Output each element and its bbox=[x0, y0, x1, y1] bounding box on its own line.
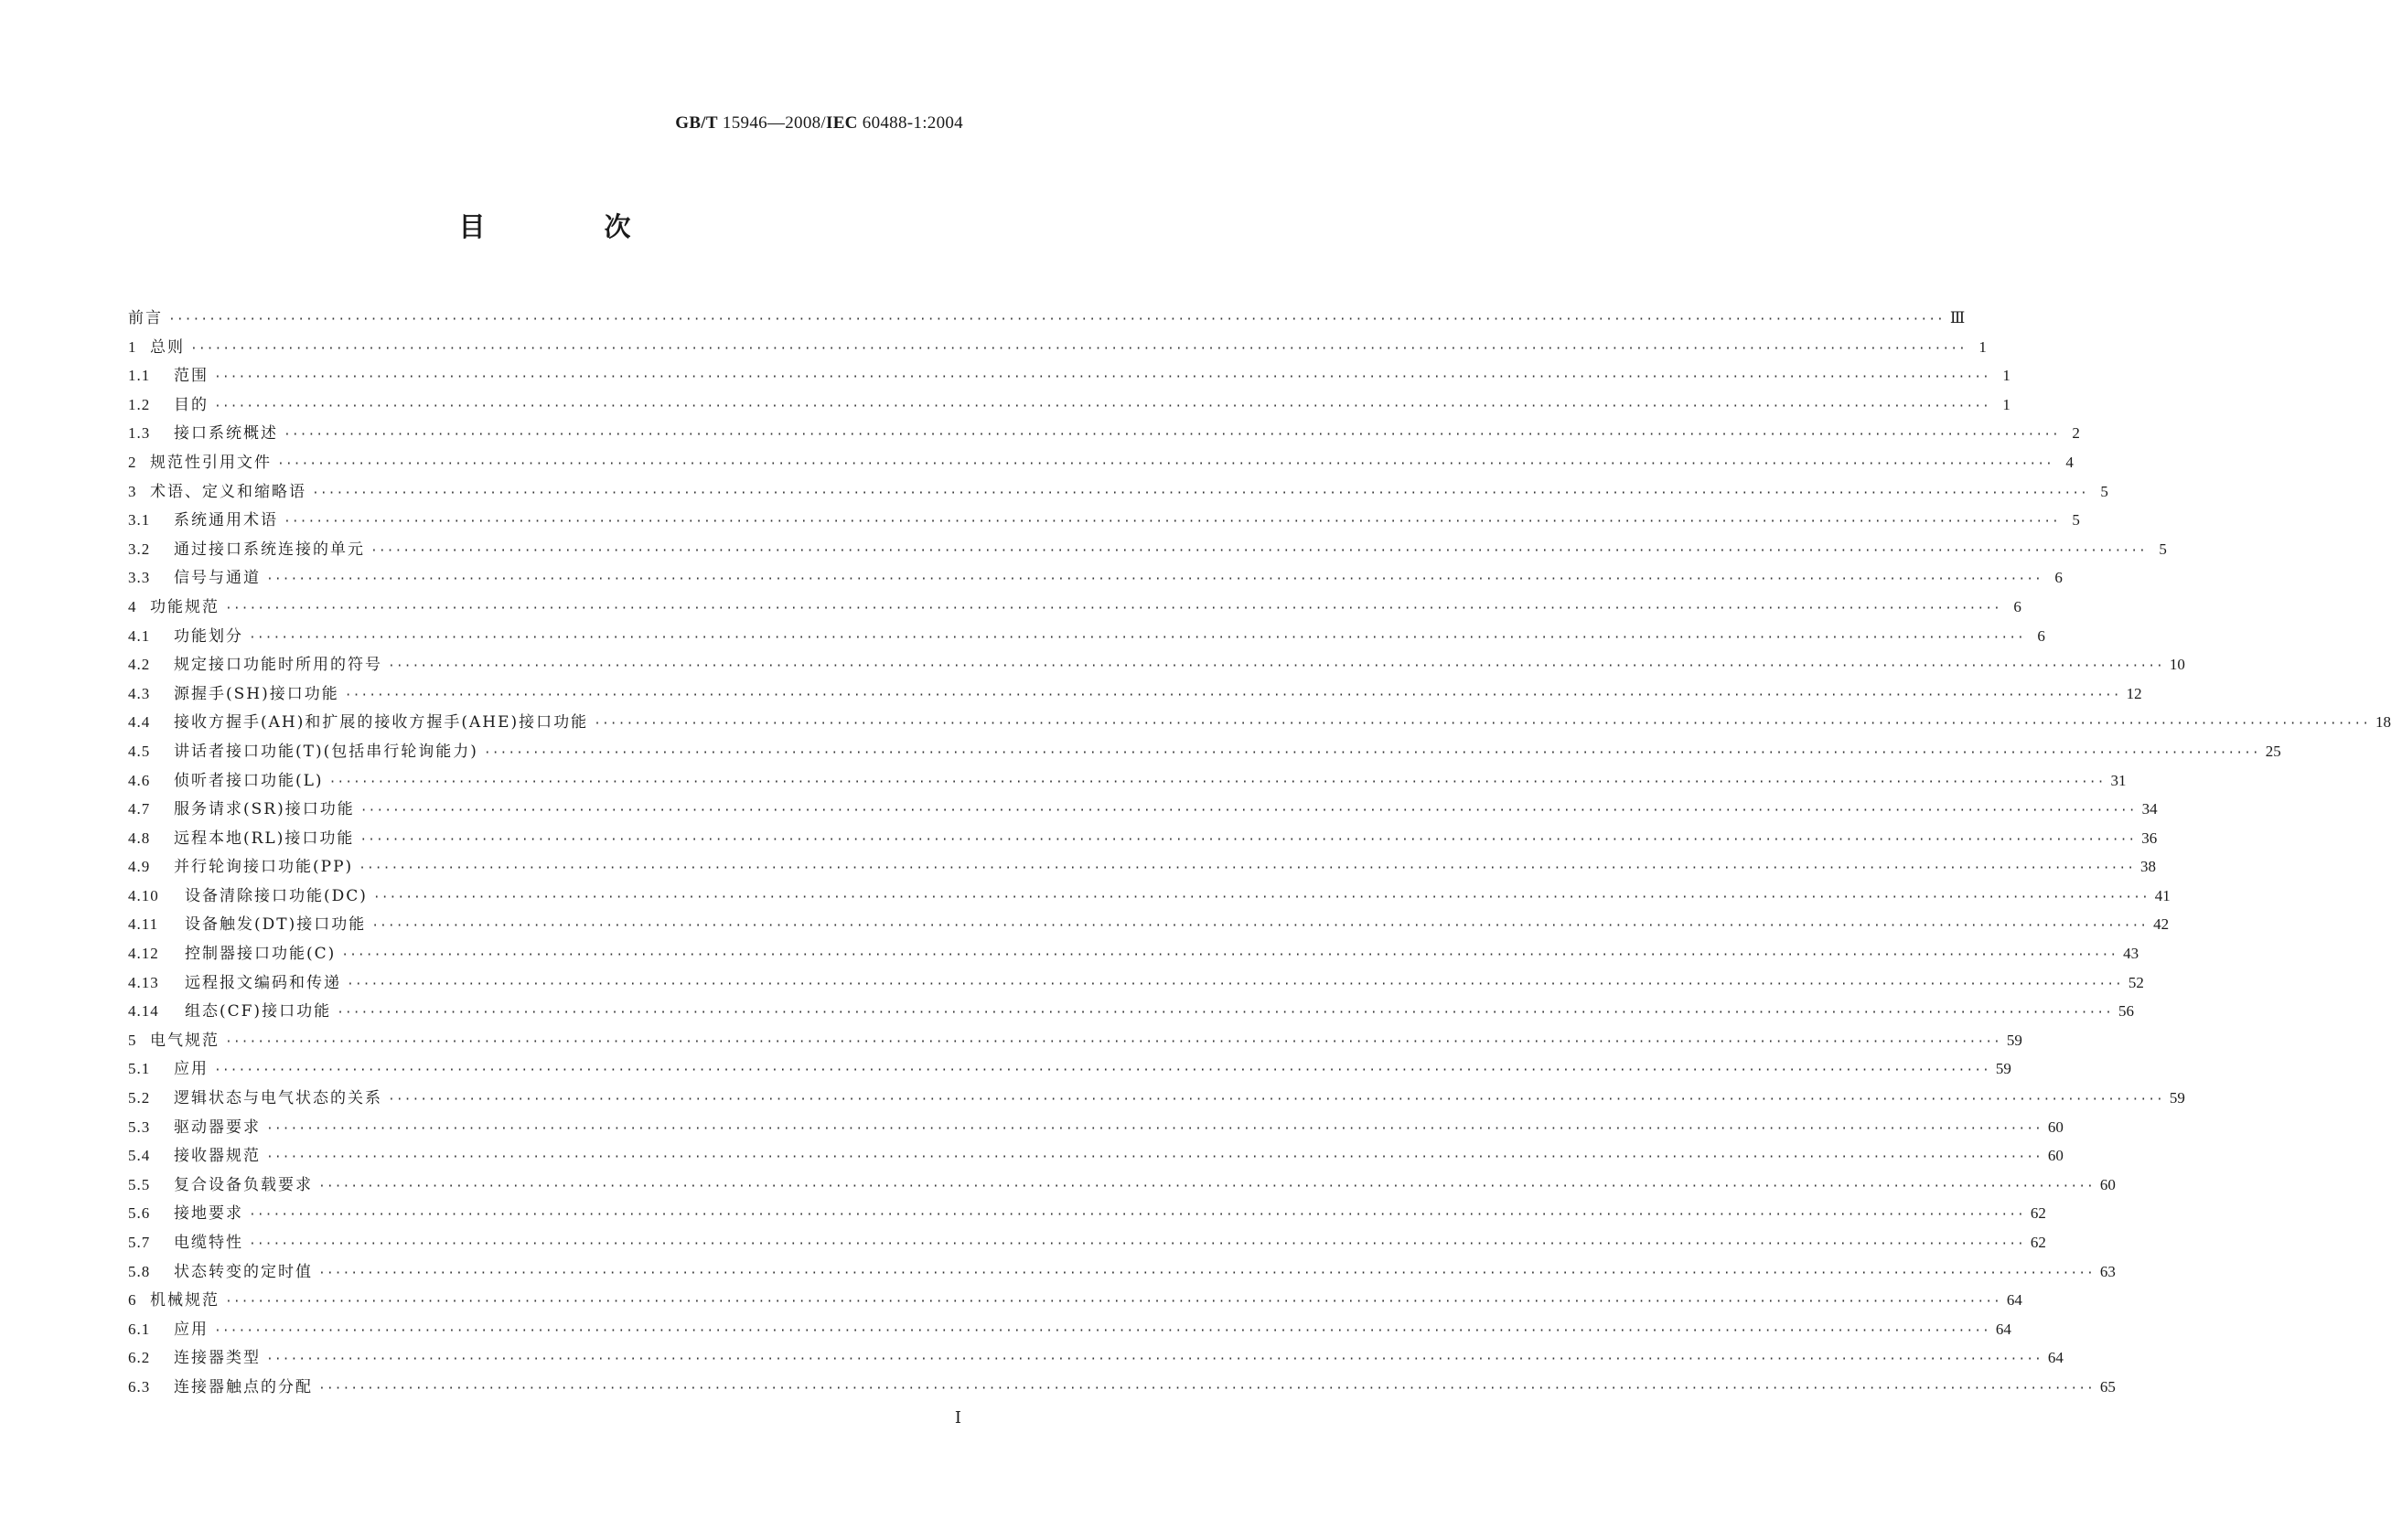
toc-entry[interactable] bbox=[128, 910, 2170, 939]
toc-entry-title: 连接器类型 bbox=[174, 1349, 261, 1368]
toc-entry[interactable] bbox=[128, 1199, 2046, 1228]
toc-entry-page: 43 bbox=[2123, 945, 2139, 963]
toc-entry-number: 3.2 bbox=[128, 540, 151, 558]
toc-entry-number: 4.10 bbox=[128, 886, 159, 904]
toc-entry-title: 信号与通道 bbox=[174, 569, 261, 588]
toc-dot-leader: ···························································································································································································································· bbox=[214, 1323, 1990, 1338]
toc-entry-number: 1.1 bbox=[128, 367, 151, 385]
toc-entry-page: 4 bbox=[2065, 453, 2074, 471]
toc-entry-title: 讲话者接口功能(T)(包括串行轮询能力) bbox=[174, 742, 478, 761]
toc-dot-leader: ···························································································································································································································· bbox=[249, 1208, 2025, 1223]
toc-entry-number: 4 bbox=[128, 597, 137, 615]
toc-entry[interactable] bbox=[128, 1228, 2046, 1257]
std-iec-number: 60488-1:2004 bbox=[862, 113, 963, 133]
toc-entry-page: 60 bbox=[2047, 1147, 2064, 1165]
toc-entry-number: 5.2 bbox=[128, 1089, 151, 1107]
toc-dot-leader: ···························································································································································································································· bbox=[372, 890, 2150, 904]
toc-entry-page: 25 bbox=[2265, 742, 2281, 760]
toc-entry-title: 设备触发(DT)接口功能 bbox=[185, 915, 367, 935]
toc-entry-title: 侦听者接口功能(L) bbox=[174, 771, 324, 790]
toc-entry-title: 远程报文编码和传递 bbox=[185, 973, 341, 992]
toc-entry[interactable] bbox=[128, 1373, 2116, 1402]
toc-entry-title: 功能规范 bbox=[150, 597, 220, 616]
toc-dot-leader: ···························································································································································································································· bbox=[359, 832, 2137, 847]
toc-entry[interactable] bbox=[128, 535, 2167, 564]
toc-entry-page: 62 bbox=[2030, 1204, 2046, 1223]
toc-entry[interactable] bbox=[128, 1315, 2011, 1344]
page-title bbox=[0, 207, 1089, 244]
toc-entry-page: 60 bbox=[2099, 1175, 2116, 1193]
toc-dot-leader: ···························································································································································································································· bbox=[225, 1034, 2001, 1049]
toc-entry-page: 62 bbox=[2030, 1234, 2046, 1251]
page-number: Ⅰ bbox=[954, 1408, 961, 1427]
toc-dot-leader: ···························································································································································································································· bbox=[318, 1179, 2095, 1193]
toc-dot-leader: ···························································································································································································································· bbox=[388, 1093, 2164, 1107]
toc-entry-page: 64 bbox=[2047, 1349, 2064, 1367]
std-iec-prefix: IEC bbox=[826, 113, 858, 133]
toc-entry[interactable] bbox=[128, 650, 2185, 679]
toc-entry-title: 驱动器要求 bbox=[174, 1118, 261, 1137]
toc-entry[interactable] bbox=[128, 1141, 2064, 1171]
toc-entry-title: 远程本地(RL)接口功能 bbox=[174, 829, 355, 848]
toc-entry-number: 5.7 bbox=[128, 1234, 151, 1251]
toc-entry-title: 范围 bbox=[174, 367, 209, 386]
toc-dot-leader: ···························································································································································································································· bbox=[266, 572, 2043, 587]
toc-entry-title: 设备清除接口功能(DC) bbox=[185, 886, 368, 905]
toc-entry-number: 4.4 bbox=[128, 713, 151, 732]
toc-entry[interactable] bbox=[128, 1286, 2022, 1315]
toc-entry[interactable] bbox=[128, 679, 2142, 709]
toc-entry-title: 机械规范 bbox=[150, 1291, 220, 1310]
page-title-text: 目 次 bbox=[458, 211, 686, 242]
toc-entry-number: 4.14 bbox=[128, 1002, 159, 1021]
toc-entry-number: 4.11 bbox=[128, 915, 159, 934]
toc-entry-page: 5 bbox=[2159, 540, 2167, 558]
toc-entry-page: 5 bbox=[2100, 482, 2108, 500]
toc-entry-page: 18 bbox=[2375, 713, 2391, 732]
toc-entry[interactable] bbox=[128, 1257, 2116, 1287]
toc-entry[interactable] bbox=[128, 708, 2391, 737]
toc-entry[interactable] bbox=[128, 333, 1987, 362]
toc-entry-page: 31 bbox=[2110, 771, 2127, 789]
toc-dot-leader: ···························································································································································································································· bbox=[371, 919, 2149, 934]
toc-entry[interactable] bbox=[128, 968, 2144, 998]
toc-entry-page: 6 bbox=[2013, 597, 2021, 615]
toc-entry-title: 服务请求(SR)接口功能 bbox=[174, 800, 355, 819]
toc-entry-number: 4.5 bbox=[128, 742, 151, 760]
toc-entry-page: 63 bbox=[2099, 1262, 2116, 1280]
toc-entry-title: 功能划分 bbox=[174, 626, 243, 646]
toc-entry-page: 59 bbox=[1995, 1060, 2011, 1078]
toc-dot-leader: ···························································································································································································································· bbox=[347, 977, 2123, 991]
toc-entry[interactable] bbox=[128, 1343, 2064, 1373]
toc-entry-title: 接地要求 bbox=[174, 1204, 243, 1224]
std-number-main: 15946—2008/ bbox=[722, 113, 827, 133]
toc-entry-page: 59 bbox=[2006, 1031, 2022, 1049]
toc-entry-page: 41 bbox=[2154, 886, 2171, 904]
toc-dot-leader: ···························································································································································································································· bbox=[388, 659, 2164, 674]
toc-dot-leader: ···························································································································································································································· bbox=[266, 1150, 2043, 1165]
toc-entry-page: 12 bbox=[2126, 684, 2142, 702]
toc-entry-title: 电气规范 bbox=[150, 1031, 220, 1050]
toc-entry-number: 4.1 bbox=[128, 626, 151, 645]
toc-entry-title: 目的 bbox=[174, 395, 209, 414]
toc-entry-number: 4.3 bbox=[128, 684, 151, 702]
toc-dot-leader: ···························································································································································································································· bbox=[168, 313, 1945, 326]
toc-entry-number: 4.9 bbox=[128, 858, 151, 876]
toc-entry-number: 5.6 bbox=[128, 1204, 151, 1223]
toc-entry-title: 组态(CF)接口功能 bbox=[185, 1002, 332, 1021]
toc-entry-title: 状态转变的定时值 bbox=[174, 1262, 313, 1281]
toc-entry[interactable] bbox=[128, 361, 2010, 390]
toc-entry-page: 64 bbox=[1995, 1320, 2011, 1338]
toc-entry-page: 52 bbox=[2128, 973, 2144, 991]
toc-entry-page: 34 bbox=[2141, 800, 2158, 818]
toc-entry-page: 2 bbox=[2072, 424, 2080, 443]
toc-entry-title: 电缆特性 bbox=[174, 1234, 243, 1252]
toc-entry-number: 6.1 bbox=[128, 1320, 151, 1338]
toc-entry[interactable] bbox=[128, 795, 2158, 824]
toc-entry[interactable] bbox=[128, 419, 2080, 448]
toc-entry[interactable] bbox=[128, 1171, 2116, 1200]
toc-entry-number: 6 bbox=[128, 1291, 137, 1310]
toc-dot-leader: ···························································································································································································································· bbox=[266, 1121, 2043, 1136]
toc-entry[interactable] bbox=[128, 939, 2139, 968]
toc-entry-title: 接收方握手(AH)和扩展的接收方握手(AHE)接口功能 bbox=[174, 713, 589, 733]
toc-entry-title: 复合设备负载要求 bbox=[174, 1175, 313, 1194]
toc-entry-page: 60 bbox=[2047, 1118, 2064, 1136]
toc-entry-page: 5 bbox=[2072, 511, 2080, 529]
toc-entry[interactable] bbox=[128, 506, 2080, 535]
toc-entry-number: 5 bbox=[128, 1031, 137, 1049]
toc-entry-page: Ⅲ bbox=[1949, 309, 1966, 326]
toc-entry-number: 2 bbox=[128, 453, 137, 471]
toc-entry-title: 应用 bbox=[174, 1060, 209, 1079]
toc-entry-number: 6.2 bbox=[128, 1349, 151, 1367]
toc-entry-title: 应用 bbox=[174, 1320, 209, 1339]
toc-entry[interactable] bbox=[128, 997, 2134, 1026]
toc-entry-title: 接口系统概述 bbox=[174, 424, 278, 444]
toc-dot-leader: ···························································································································································································································· bbox=[337, 1006, 2113, 1021]
toc-entry-number: 4.8 bbox=[128, 829, 151, 847]
toc-dot-leader: ···························································································································································································································· bbox=[214, 370, 1990, 385]
toc-entry-number: 5.5 bbox=[128, 1175, 151, 1193]
toc-entry-title: 接收器规范 bbox=[174, 1147, 261, 1166]
std-prefix: GB/T bbox=[675, 113, 718, 133]
toc-dot-leader: ···························································································································································································································· bbox=[249, 1237, 2025, 1251]
toc-entry[interactable] bbox=[128, 737, 2281, 766]
toc-dot-leader: ···························································································································································································································· bbox=[594, 717, 2371, 732]
toc-entry-title: 总则 bbox=[150, 337, 185, 357]
toc-entry-page: 6 bbox=[2054, 569, 2063, 587]
toc-entry-title: 规定接口功能时所用的符号 bbox=[174, 656, 382, 675]
toc-entry[interactable] bbox=[128, 1084, 2185, 1113]
toc-entry[interactable] bbox=[128, 622, 2045, 651]
toc-entry-title: 源握手(SH)接口功能 bbox=[174, 684, 339, 703]
toc-dot-leader: ···························································································································································································································· bbox=[277, 456, 2053, 471]
toc-entry-page: 1 bbox=[2002, 395, 2010, 413]
toc-dot-leader: ···························································································································································································································· bbox=[214, 399, 1990, 413]
toc-entry-number: 3 bbox=[128, 482, 137, 500]
toc-entry-title: 术语、定义和缩略语 bbox=[150, 482, 306, 501]
toc-dot-leader: ···························································································································································································································· bbox=[225, 1295, 2001, 1310]
toc-entry-number: 1.3 bbox=[128, 424, 151, 443]
toc-entry-number: 4.13 bbox=[128, 973, 159, 991]
toc-entry-page: 38 bbox=[2140, 858, 2157, 876]
toc-entry[interactable] bbox=[128, 1054, 2011, 1084]
toc-entry-number: 4.2 bbox=[128, 656, 151, 674]
toc-entry[interactable] bbox=[128, 304, 1966, 333]
toc-dot-leader: ···························································································································································································································· bbox=[214, 1064, 1990, 1078]
toc-entry-number: 6.3 bbox=[128, 1377, 151, 1396]
toc-dot-leader: ···························································································································································································································· bbox=[318, 1381, 2095, 1396]
toc-entry-number: 3.3 bbox=[128, 569, 151, 587]
toc-entry[interactable] bbox=[128, 882, 2171, 911]
toc-entry[interactable] bbox=[128, 477, 2108, 507]
toc-entry-page: 1 bbox=[1978, 337, 1987, 356]
toc-dot-leader: ···························································································································································································································· bbox=[266, 1353, 2043, 1367]
toc-entry-page: 6 bbox=[2037, 626, 2045, 645]
toc-entry-number: 4.12 bbox=[128, 945, 159, 963]
toc-entry-page: 59 bbox=[2169, 1089, 2185, 1107]
toc-entry-title: 规范性引用文件 bbox=[150, 453, 272, 472]
toc-entry-number: 4.6 bbox=[128, 771, 151, 789]
standard-number bbox=[675, 113, 963, 134]
toc-entry-title: 并行轮询接口功能(PP) bbox=[174, 858, 354, 877]
toc-entry[interactable] bbox=[128, 390, 2010, 420]
toc-entry-page: 42 bbox=[2153, 915, 2170, 934]
toc-entry[interactable] bbox=[128, 563, 2063, 593]
toc-entry-title: 控制器接口功能(C) bbox=[185, 945, 337, 964]
toc-dot-leader: ···························································································································································································································· bbox=[284, 428, 2060, 443]
toc-entry-page: 64 bbox=[2006, 1291, 2022, 1310]
toc-entry-number: 5.1 bbox=[128, 1060, 151, 1078]
toc-entry-page: 1 bbox=[2002, 367, 2010, 385]
toc-dot-leader: ···························································································································································································································· bbox=[483, 745, 2260, 760]
toc-entry-page: 65 bbox=[2099, 1377, 2116, 1396]
toc-entry[interactable] bbox=[128, 448, 2074, 477]
toc-dot-leader: ···························································································································································································································· bbox=[359, 861, 2136, 876]
toc-dot-leader: ···························································································································································································································· bbox=[328, 775, 2106, 789]
table-of-contents bbox=[128, 304, 2391, 1402]
toc-dot-leader: ···························································································································································································································· bbox=[284, 515, 2060, 529]
toc-entry-number: 5.4 bbox=[128, 1147, 151, 1165]
toc-entry-number: 3.1 bbox=[128, 511, 151, 529]
toc-entry-page: 10 bbox=[2169, 656, 2185, 674]
toc-entry-title: 连接器触点的分配 bbox=[174, 1377, 313, 1396]
toc-entry-title: 逻辑状态与电气状态的关系 bbox=[174, 1089, 382, 1108]
toc-entry[interactable] bbox=[128, 1026, 2022, 1055]
toc-dot-leader: ···························································································································································································································· bbox=[341, 948, 2118, 963]
toc-entry[interactable] bbox=[128, 593, 2021, 622]
toc-entry[interactable] bbox=[128, 766, 2127, 796]
toc-entry-number: 5.8 bbox=[128, 1262, 151, 1280]
toc-dot-leader: ···························································································································································································································· bbox=[249, 630, 2025, 645]
toc-entry[interactable] bbox=[128, 852, 2157, 882]
toc-dot-leader: ···························································································································································································································· bbox=[225, 601, 2001, 615]
toc-entry-page: 36 bbox=[2141, 829, 2158, 847]
toc-entry-number: 5.3 bbox=[128, 1118, 151, 1136]
toc-entry-number: 4.7 bbox=[128, 800, 151, 818]
toc-dot-leader: ···························································································································································································································· bbox=[359, 804, 2137, 818]
toc-entry-number: 1.2 bbox=[128, 395, 151, 413]
toc-dot-leader: ···························································································································································································································· bbox=[312, 486, 2088, 500]
toc-dot-leader: ···························································································································································································································· bbox=[344, 688, 2121, 702]
toc-entry-number: 1 bbox=[128, 337, 137, 356]
toc-entry-title: 通过接口系统连接的单元 bbox=[174, 540, 365, 559]
toc-entry[interactable] bbox=[128, 1113, 2064, 1142]
toc-entry-title: 系统通用术语 bbox=[174, 511, 278, 530]
toc-dot-leader: ···························································································································································································································· bbox=[318, 1266, 2095, 1280]
toc-entry[interactable] bbox=[128, 824, 2158, 853]
toc-dot-leader: ···························································································································································································································· bbox=[370, 543, 2147, 558]
toc-dot-leader: ···························································································································································································································· bbox=[190, 341, 1967, 356]
toc-entry-page: 56 bbox=[2118, 1002, 2134, 1021]
toc-entry-title: 前言 bbox=[128, 309, 163, 327]
